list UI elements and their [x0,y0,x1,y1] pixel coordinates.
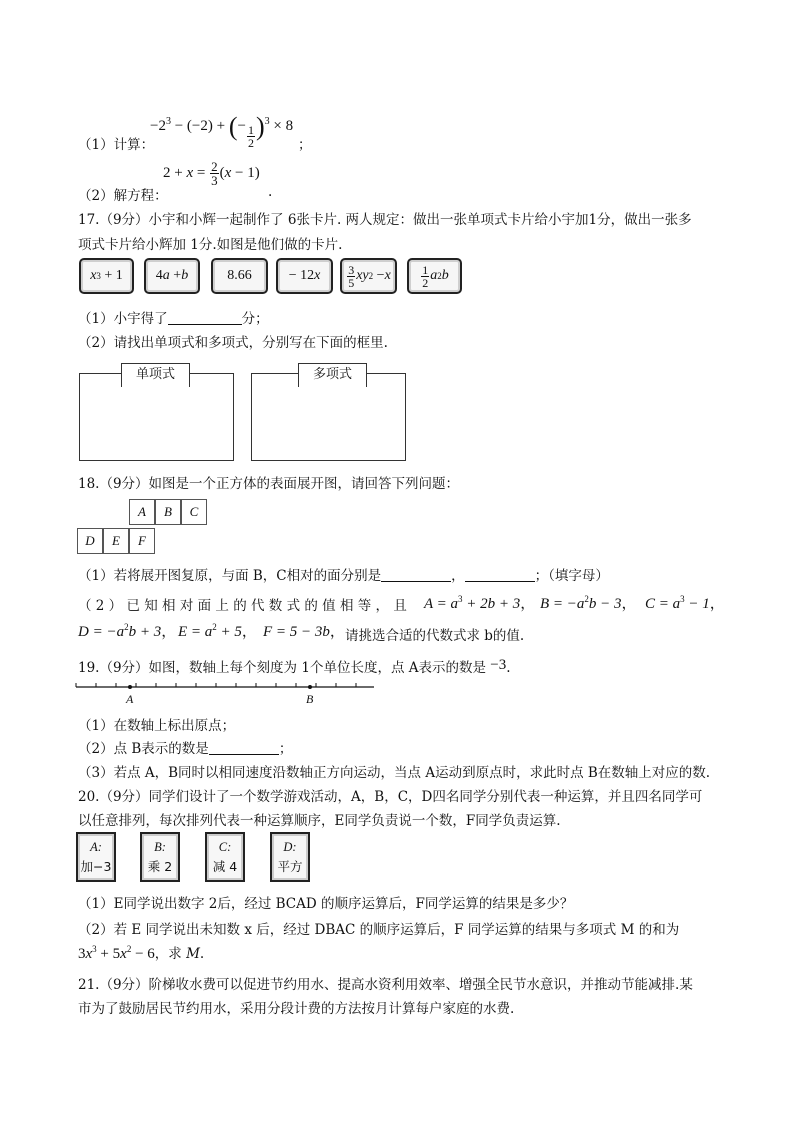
q18-part1 [78,564,609,584]
cube-face-a: A [129,499,155,525]
q18-expr-d: $D = -a^2b + 3$， [78,622,177,640]
q17-line1: 17.（9分）小宇和小辉一起制作了 6张卡片. 两人规定：做出一张单项式卡片给小宇加1分，做出一张多 [78,212,692,228]
q18-expr-e: $E = a^2 + 5$， [178,622,257,640]
q16-part1 [78,133,154,153]
q16-part1-end: ； [298,137,312,153]
q19-dot: . [506,660,511,676]
q17-line2: 项式卡片给小辉加 1分.如图是他们做的卡片. [78,237,343,253]
q18-expr-a: $A = a^3 + 2b + 3$， [424,594,536,612]
q17-part1-end: 分； [241,311,269,327]
q21-line2: 市为了鼓励居民节约用水，采用分段计费的方法按月计算每户家庭的水费. [78,1001,515,1017]
q20-card-d-top: D: [283,840,297,854]
q18-expr-f: F = 5 − 3b， [263,624,345,640]
q19-value: −3 [490,657,507,673]
q16-expression-2: 2 + x = $\frac{2}{3}$ (x − 1) [163,159,260,188]
number-line-label-a: A [126,692,134,706]
q17-part1 [78,307,269,327]
q19-line1-text: 19.（9分）如图，数轴上每个刻度为 1个单位长度，点 A表示的数是 [78,660,486,676]
q19-part2 [78,737,292,757]
q20-part2: （2）若 E 同学说出未知数 x 后，经过 DBAC 的顺序运算后，F 同学运算的结果与多项式 M 的和为 [78,922,680,938]
q17-card-5: $\frac{3}{5}$ xy 2 − x [340,258,397,294]
q20-card-a-top: A: [90,840,102,854]
q20-card-b [140,832,180,882]
q19-part2-text: （2）点 B表示的数是 [78,741,209,757]
q19-blank[interactable] [209,740,279,755]
q18-line1: 18.（9分）如图是一个正方体的表面展开图，请回答下列问题： [78,476,460,492]
q19-part2-end: ； [278,741,293,757]
q16-expression-1: $-2^3 - (-2)$ + (− $\frac{1}{2}$ )$^3$ × 8 [150,112,294,150]
q17-card-4: − 12 x [276,258,333,294]
q16-part1-label: （1）计算： [78,137,155,153]
q16-part2-end: . [268,184,273,200]
q20-card-c-top: C: [218,840,232,854]
q20-card-b-top: B: [154,840,166,854]
q20-part1: （1）E同学说出数字 2后，经过 BCAD 的顺序运算后，F同学运算的结果是多少？ [78,896,574,912]
q18-part2-a: （ 2 ） 已 知 相 对 面 上 的 代 数 式 的 值 相 等 ， 且 [78,598,407,614]
cube-face-c: C [181,499,207,525]
q19-line1 [78,656,511,676]
q18-expr-c: $C = a^3 - 1$， [645,594,725,612]
q16-part2-label: （2）解方程： [78,188,168,204]
q20-line2: 以任意排列，每次排列代表一种运算顺序，E同学负责说一个数，F同学负责运算. [78,813,561,829]
cube-face-b: B [155,499,181,525]
number-line-label-b: B [306,692,314,706]
q20-line1: 20.（9分）同学们设计了一个数学游戏活动，A，B，C，D四名同学分别代表一种运算，并且四名同学可 [78,789,703,805]
q17-card-1: x 3 + 1 [79,258,134,294]
q20-part2-expr: $3x^3 + 5x^2 - 6$，求 M. [78,944,205,962]
q20-card-c-bottom: 减 4 [212,859,238,874]
q20-card-a [76,832,116,882]
q19-part1: （1）在数轴上标出原点； [78,718,236,734]
q20-card-d [270,832,310,882]
q17-card-2: 4 a + b [144,258,200,294]
q19-part3: （3）若点 A，B同时以相同速度沿数轴正方向运动，当点 A运动到原点时，求此时点 B在数轴上对应的数. [78,765,711,781]
q20-card-d-bottom: 平方 [277,859,303,874]
cube-face-f: F [129,528,155,554]
q21-line1: 21.（9分）阶梯收水费可以促进节约用水、提高水资利用效率、增强全民节水意识，并推动节能减排.某 [78,977,693,993]
q18-expr-b: $B = -a^2b - 3$， [540,594,637,612]
q17-part1-blank[interactable] [168,310,242,325]
q20-card-c [205,832,245,882]
q17-poly-box-title: 多项式 [298,363,367,387]
number-line [70,678,380,708]
q20-card-b-bottom: 乘 2 [147,859,173,874]
q18-part1-sep: ， [451,568,465,584]
q17-part2: （2）请找出单项式和多项式，分别写在下面的框里. [78,335,388,351]
q17-mono-box-title: 单项式 [121,363,190,387]
q16-part2 [78,184,168,204]
cube-face-e: E [103,528,129,554]
q20-card-a-bottom: 加−3 [80,859,112,874]
q18-part1-text: （1）若将展开图复原，与面 B，C相对的面分别是 [78,568,382,584]
q17-part1-text: （1）小宇得了 [78,311,168,327]
q18-blank-1[interactable] [381,567,451,582]
q18-blank-2[interactable] [465,567,535,582]
q17-card-3: 8.66 [211,258,268,294]
q18-part2-end: 请挑选合适的代数式求 b的值. [345,628,525,644]
q18-part1-end: ；（填字母） [534,568,609,584]
q17-card-6: $\frac{1}{2}$ a 2 b [407,258,462,294]
cube-face-d: D [77,528,103,554]
